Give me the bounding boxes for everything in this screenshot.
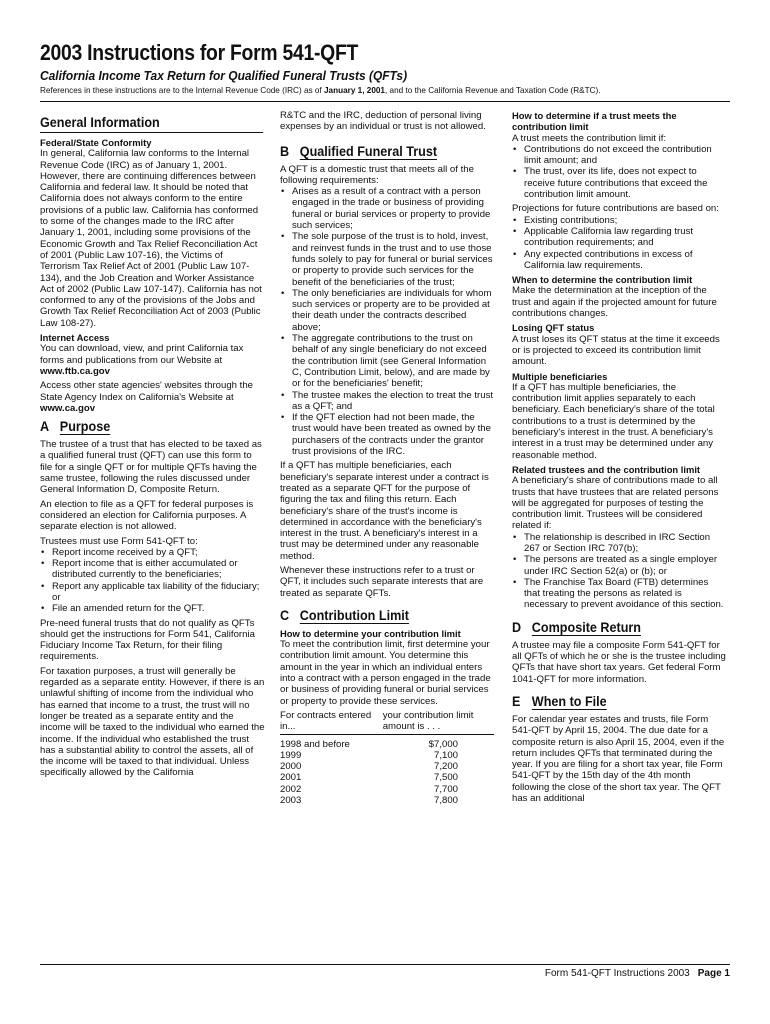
amount-cell: $7,000: [428, 738, 458, 750]
list-item: • The only beneficiaries are individuals for whom such services or property are to be provided at their death under the contracts described above;: [280, 288, 494, 333]
table-row: [280, 761, 494, 772]
general-information-heading: General Information: [40, 114, 263, 133]
contribution-paragraph-3: Projections for future contributions are based on:: [512, 203, 719, 215]
contribution-paragraph-7: A beneficiary's share of contributions made to all trusts that have trustees that are related persons will be aggregated for purposes of testing the contribution limit. Trustees will be considered related if:: [512, 475, 719, 532]
section-title: Contribution Limit: [299, 606, 409, 623]
purpose-paragraph-1: The trustee of a trust that has elected to be taxed as a qualified funeral trust (QFT) can use this form to file for a single QFT or for multiple QFTs having the same trustee, following the rules discussed under General Information D, Composite Return.: [40, 439, 262, 496]
purpose-paragraph-2: An election to file as a QFT for federal purposes is considered an election for California purposes. A separate election is not allowed.: [40, 498, 254, 533]
list-item: • The sole purpose of the trust is to hold, invest, and reinvest funds in the trust and to use those funds solely to pay for funeral or burial services or property to provide such services for the benefit of the beneficiaries of the trust;: [280, 231, 494, 287]
amount-cell: 7,500: [433, 772, 458, 784]
contribution-paragraph-6: If a QFT has multiple beneficiaries, the contribution limit applies separately to each beneficiary. Each beneficiary's share of the total contributions to a trust is determined by the beneficiary's interest in the trust. A beneficiary's interest in a trust may be determined under any reasonable method.: [512, 381, 715, 461]
list-item: • Report any applicable tax liability of the fiduciary; or: [40, 581, 265, 604]
related-trustees-bullet-list: [512, 532, 726, 611]
projections-bullet-list: [512, 215, 726, 271]
footer-rule: [40, 964, 730, 965]
meets-limit-bullet-list: [512, 144, 726, 200]
qft-bullet-list: [280, 186, 494, 457]
purpose-paragraph-3: Trustees must use Form 541-QFT to:: [40, 535, 198, 547]
column-1: [40, 110, 265, 962]
page-title: 2003 Instructions for Form 541-QFT: [40, 40, 359, 65]
references-text: References in these instructions are to the Internal Revenue Code (IRC) as of: [40, 86, 324, 95]
purpose-paragraph-4: Pre-need funeral trusts that do not qualify as QFTs should get the instructions for Form 541, California Fiduciary Income Tax Return, for their filing requirements.: [40, 617, 255, 663]
references-text-end: , and to the California Revenue and Taxation Code (R&TC).: [384, 86, 601, 95]
ca-website-link[interactable]: www.ca.gov: [40, 402, 96, 414]
related-trustees-subheading: Related trustees and the contribution limit: [512, 463, 701, 475]
section-letter: A: [40, 418, 50, 435]
list-item: • Contributions do not exceed the contribution limit amount; and: [512, 144, 726, 167]
qft-paragraph-1: A QFT is a domestic trust that meets all of the following requirements:: [280, 163, 474, 186]
contribution-limit-heading: [280, 607, 473, 624]
table-row: [280, 795, 494, 806]
references-date: January 1, 2001: [323, 86, 385, 95]
list-item: • The trustee makes the election to treat the trust as a QFT; and: [280, 390, 494, 413]
table-row: [280, 750, 494, 761]
table-header-row: [280, 710, 494, 734]
when-to-file-heading: [512, 693, 705, 710]
internet-text-1: You can download, view, and print California tax forms and publications from our Website at: [40, 343, 244, 366]
contribution-paragraph-2: A trust meets the contribution limit if:: [512, 132, 667, 144]
column-3: [512, 110, 726, 962]
list-item: • The aggregate contributions to the trust on behalf of any single beneficiary do not exceed the contribution limit (see General Information C, Contribution Limit, below), and are made by or for the beneficiaries' benefit;: [280, 333, 494, 389]
table-row: [280, 772, 494, 783]
when-to-determine-subheading: When to determine the contribution limit: [512, 274, 693, 286]
column-2: [280, 110, 494, 962]
losing-qft-status-subheading: Losing QFT status: [512, 322, 595, 334]
amount-cell: 7,700: [433, 783, 458, 795]
table-row: [280, 734, 494, 750]
internet-paragraph-1: [40, 343, 265, 377]
list-item: • The relationship is described in IRC Section 267 or Section IRC 707(b);: [512, 532, 726, 555]
column-2-intro: R&TC and the IRC, deduction of personal living expenses by an individual or trust is not allowed.: [280, 110, 486, 133]
internet-paragraph-2: [40, 380, 265, 414]
section-title: Composite Return: [531, 618, 642, 635]
conformity-paragraph: In general, California law conforms to the Internal Revenue Code (IRC) as of January 1, 2001. However, there are continuing differences between California and federal law. It should be noted that California does not always conform to the entire provisions of a public law. California has conformed to some of the changes made to the IRC after January 1, 2001, including some provisions of the Economic Growth and Tax Relief Reconciliation Act of 2001 (Public Law 107-16), the Victims of Terrorism Tax Relief Act of 2001 (Public Law 107-134), and the Job Creation and Worker Assistance Act of 2002 (Public Law 107-147). California has not conformed to any of the provisions of the Jobs and Growth Tax Relief Reconciliation Act of 2003 (Public Law 108-27).: [40, 148, 262, 329]
year-column-header: For contracts entered in...: [280, 710, 383, 734]
year-cell: 2002: [280, 783, 302, 795]
list-item: • Arises as a result of a contract with a person engaged in the trade or business of providing funeral or burial services or property to provide such services;: [280, 186, 494, 231]
year-cell: 2001: [280, 772, 302, 784]
list-item: • The persons are treated as a single employer under IRC Section 52(a) or (b); or: [512, 554, 726, 577]
year-cell: 1999: [280, 749, 302, 761]
meets-limit-subheading: How to determine if a trust meets the contribution limit: [512, 110, 677, 133]
page-footer: [545, 968, 730, 980]
contribution-paragraph-5: A trust loses its QFT status at the time it exceeds or is projected to exceed its contribution limit amount.: [512, 333, 720, 368]
list-item: • Existing contributions;: [512, 215, 726, 226]
table-row: [280, 784, 494, 795]
composite-return-heading: [512, 619, 705, 636]
multiple-beneficiaries-subheading: Multiple beneficiaries: [512, 370, 608, 382]
list-item: • File an amended return for the QFT.: [40, 603, 265, 614]
list-item: • Any expected contributions in excess of California law requirements.: [512, 249, 726, 272]
year-cell: 1998 and before: [280, 738, 350, 750]
list-item: • Applicable California law regarding trust contribution requirements; and: [512, 226, 726, 249]
amount-cell: 7,200: [433, 761, 458, 773]
qualified-funeral-trust-heading: [280, 143, 473, 160]
page-number: Page 1: [697, 968, 730, 979]
section-title: Qualified Funeral Trust: [299, 142, 438, 159]
purpose-paragraph-5: For taxation purposes, a trust will generally be regarded as a separate entity. However, if there is an unlawful shifting of income from the individual who has earned that income to a trust, the trust will no longer be treated as a separate entity and the income will be taxed to the individual who earned the income. If the individual who established the trust has a substantial ability to control the assets, all of the income will be taxed to that individual. Unless specifically allowed by the California: [40, 665, 265, 779]
section-letter: E: [512, 692, 521, 709]
section-letter: B: [280, 142, 290, 159]
amount-cell: 7,100: [433, 749, 458, 761]
composite-paragraph: A trustee may file a composite Form 541-QFT for all QFTs of which he or she is the trustee including QFTs that have short tax years. Get federal Form 1041-QFT for more information.: [512, 639, 726, 685]
list-item: • Report income that is either accumulated or distributed currently to the beneficiaries;: [40, 558, 265, 581]
amount-cell: 7,800: [433, 795, 458, 807]
year-cell: 2000: [280, 761, 302, 773]
federal-state-conformity-subheading: Federal/State Conformity: [40, 137, 152, 148]
contribution-limit-table: [280, 710, 494, 806]
footer-form-label: Form 541-QFT Instructions 2003: [544, 968, 690, 979]
section-letter: C: [280, 606, 290, 623]
section-title: Purpose: [59, 418, 111, 435]
determine-limit-subheading: How to determine your contribution limit: [280, 627, 461, 639]
list-item: • Report income received by a QFT;: [40, 547, 265, 558]
purpose-heading: [40, 418, 243, 435]
when-to-file-paragraph: For calendar year estates and trusts, file Form 541-QFT by April 15, 2004. The due date for a composite return is also April 15, 2004, even if the return includes QFTs that terminated during the year. If you are filing for a short tax year, file Form 541-QFT by the 15th day of the 4th month following the close of the short tax year. The QFT has an additional: [512, 713, 725, 805]
qft-paragraph-2: If a QFT has multiple beneficiaries, each beneficiary's separate interest under a contract is treated as a separate QFT for the purpose of figuring the tax and filing this return. Each beneficiary's share of the trust's income is determined in accordance with the beneficiary's interest in the trust. A beneficiary's interest in a trust may be determined under any reasonable method.: [280, 460, 489, 562]
contribution-paragraph-1: To meet the contribution limit, first determine your contribution limit amount. You determine this amount in the year in which an individual enters into a contract with a person engaged in the trade or business of providing funeral or burial services or property to provide these services.: [280, 639, 491, 707]
list-item: • If the QFT election had not been made, the trust would have been treated as owned by the purchasers of the contracts under the grantor trust provisions of the IRC.: [280, 412, 494, 457]
internet-access-subheading: Internet Access: [40, 332, 110, 344]
purpose-bullet-list: [40, 547, 265, 615]
list-item: • The trust, over its life, does not expect to receive future contributions that exceed the contribution limit amount.: [512, 166, 726, 200]
internet-text-2: Access other state agencies' websites through the State Agency Index on California's Website at: [40, 380, 254, 403]
qft-paragraph-3: Whenever these instructions refer to a trust or QFT, it includes such separate interests that are treated as separate QFTs.: [280, 564, 484, 599]
page-subtitle: California Income Tax Return for Qualified Funeral Trusts (QFTs): [40, 68, 408, 83]
contribution-paragraph-4: Make the determination at the inception of the trust and again if the projected amount for future contributions changes.: [512, 285, 717, 320]
header-rule: [40, 101, 730, 102]
section-title: When to File: [531, 692, 607, 709]
amount-column-header: your contribution limit amount is . . .: [383, 710, 494, 734]
year-cell: 2003: [280, 795, 302, 807]
ftb-website-link[interactable]: www.ftb.ca.gov: [40, 365, 111, 377]
list-item: • The Franchise Tax Board (FTB) determines that treating the persons as related is necessary to prevent avoidance of this section.: [512, 577, 726, 611]
section-letter: D: [512, 618, 522, 635]
references-note: [40, 86, 770, 96]
